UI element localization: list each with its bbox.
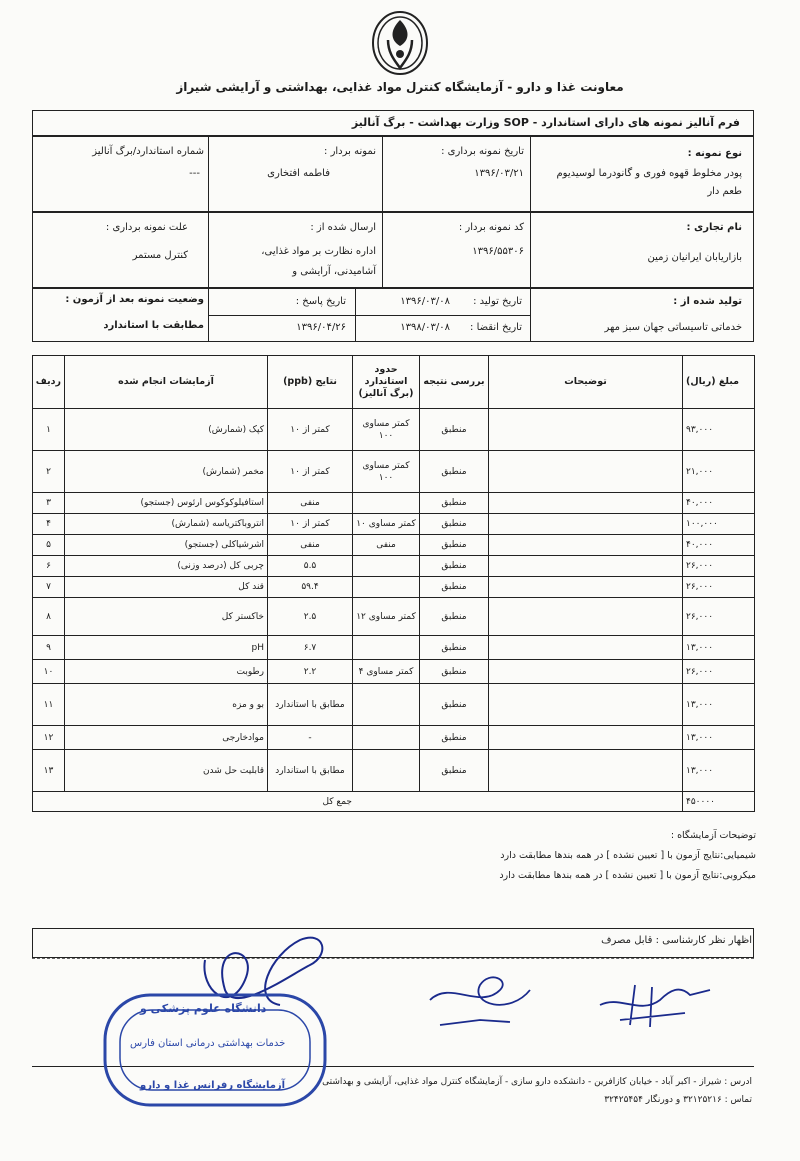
- cell-amount: ۲۶,۰۰۰: [683, 577, 755, 598]
- producer-label: تولید شده از :: [673, 296, 742, 307]
- reason-label: علت نمونه برداری :: [105, 222, 188, 233]
- cell-description: [489, 535, 683, 556]
- cell-limit: کمتر مساوی ۱۲: [353, 598, 420, 636]
- cell-limit: [353, 556, 420, 577]
- cell-review: منطبق: [420, 636, 489, 660]
- results-table: [32, 355, 755, 812]
- production-date-value: ۱۳۹۶/۰۳/۰۸: [400, 296, 450, 307]
- stamp-line-2: خدمات بهداشتی درمانی استان فارس: [130, 1038, 286, 1049]
- cell-amount: ۱۰۰,۰۰۰: [683, 514, 755, 535]
- cell-limit: کمتر مساوی ۱۰۰: [353, 451, 420, 493]
- cell-description: [489, 726, 683, 750]
- cell-amount: ۲۶,۰۰۰: [683, 598, 755, 636]
- sample-code-label: کد نمونه بردار :: [458, 222, 524, 233]
- cell-limit: [353, 577, 420, 598]
- table-row: [33, 535, 755, 556]
- header-test: آزمایشات انجام شده: [65, 356, 268, 409]
- status-value: مطابقت با استاندارد: [103, 320, 204, 331]
- header-limit-line1: حدود استاندارد: [364, 364, 408, 387]
- response-date-value: ۱۳۹۶/۰۴/۲۶: [296, 322, 346, 333]
- sent-from-value-2: آشامیدنی، آرایشی و: [292, 266, 376, 277]
- sample-type-value-2: طعم دار: [707, 186, 742, 197]
- cell-test: قند کل: [65, 577, 268, 598]
- cell-review: منطبق: [420, 750, 489, 792]
- cell-row-number: ۱۰: [33, 660, 65, 684]
- cell-row-number: ۶: [33, 556, 65, 577]
- cell-row-number: ۴: [33, 514, 65, 535]
- cell-test: خاکستر کل: [65, 598, 268, 636]
- cell-row-number: ۳: [33, 493, 65, 514]
- notes-title: توضیحات آزمایشگاه :: [670, 830, 756, 841]
- cell-test: کپک (شمارش): [65, 409, 268, 451]
- cell-test: بو و مزه: [65, 684, 268, 726]
- cell-limit: کمتر مساوی ۴: [353, 660, 420, 684]
- table-row: [33, 684, 755, 726]
- cell-review: منطبق: [420, 556, 489, 577]
- ministry-line: معاونت غذا و دارو - آزمایشگاه کنترل مواد غذایی، بهداشتی و آرایشی شیراز: [176, 80, 624, 94]
- expert-opinion: اظهار نظر کارشناسی : قابل مصرف: [601, 935, 752, 946]
- brand-value: بازاریابان ایرانیان زمین: [647, 252, 742, 263]
- production-date-label: تاریخ تولید :: [473, 296, 522, 307]
- cell-review: منطبق: [420, 660, 489, 684]
- cell-amount: ۱۳,۰۰۰: [683, 726, 755, 750]
- total-label-text: جمع کل: [322, 796, 352, 807]
- header-review: بررسی نتیجه: [420, 356, 489, 409]
- cell-row-number: ۸: [33, 598, 65, 636]
- cell-result: منفی: [268, 535, 353, 556]
- cell-test: مخمر (شمارش): [65, 451, 268, 493]
- cell-row-number: ۱۲: [33, 726, 65, 750]
- sampler-label: نمونه بردار :: [324, 146, 376, 157]
- standard-no-label: شماره استاندارد/برگ آنالیز: [92, 146, 204, 157]
- reason-value: کنترل مستمر: [132, 250, 188, 261]
- cell-limit: [353, 750, 420, 792]
- cell-amount: ۲۱,۰۰۰: [683, 451, 755, 493]
- stamp-line-1: دانشگاه علوم پزشکی و: [140, 1002, 267, 1015]
- cell-row-number: ۱۱: [33, 684, 65, 726]
- total-label: [33, 792, 683, 812]
- brand-label: نام تجاری :: [686, 222, 742, 233]
- footer-phone: تماس : ۳۲۱۲۵۲۱۶ و دورنگار ۳۲۴۲۵۴۵۴: [604, 1095, 752, 1105]
- notes-microbial: میکروبی:نتایج آزمون با [ تعیین نشده ] در همه بندها مطابقت دارد: [499, 870, 756, 881]
- cell-amount: ۱۳,۰۰۰: [683, 750, 755, 792]
- cell-test: اشرشیاکلی (جستجو): [65, 535, 268, 556]
- cell-test: انتروباکتریاسه (شمارش): [65, 514, 268, 535]
- cell-limit: [353, 493, 420, 514]
- cell-amount: ۹۳,۰۰۰: [683, 409, 755, 451]
- cell-description: [489, 556, 683, 577]
- cell-test: استافیلوکوکوس ارئوس (جستجو): [65, 493, 268, 514]
- cell-row-number: ۲: [33, 451, 65, 493]
- table-row: [33, 726, 755, 750]
- table-row: [33, 598, 755, 636]
- sent-from-value: اداره نظارت بر مواد غذایی،: [261, 246, 376, 257]
- table-row: [33, 409, 755, 451]
- sample-type-label: نوع نمونه :: [687, 148, 742, 159]
- cell-test: موادخارجی: [65, 726, 268, 750]
- cell-limit: [353, 684, 420, 726]
- cell-review: منطبق: [420, 684, 489, 726]
- signature-3: [590, 965, 720, 1035]
- cell-result: کمتر از ۱۰: [268, 409, 353, 451]
- notes-chemical: شیمیایی:نتایج آزمون با [ تعیین نشده ] در همه بندها مطابقت دارد: [500, 850, 756, 861]
- cell-test: pH: [65, 636, 268, 660]
- sample-type-value: پودر مخلوط قهوه فوری و گانودرما لوسیدیوم: [556, 168, 742, 179]
- cell-description: [489, 636, 683, 660]
- status-label: وضعیت نمونه بعد از آزمون :: [65, 294, 204, 305]
- table-row: [33, 556, 755, 577]
- cell-test: رطوبت: [65, 660, 268, 684]
- sampling-date-value: ۱۳۹۶/۰۳/۲۱: [474, 168, 524, 179]
- total-value: ۴۵۰۰۰۰: [683, 792, 755, 812]
- cell-review: منطبق: [420, 577, 489, 598]
- cell-description: [489, 598, 683, 636]
- cell-review: منطبق: [420, 451, 489, 493]
- cell-test: چربی کل (درصد وزنی): [65, 556, 268, 577]
- cell-description: [489, 750, 683, 792]
- cell-review: منطبق: [420, 726, 489, 750]
- sampler-value: فاطمه افتخاری: [267, 168, 330, 179]
- sent-from-label: ارسال شده از :: [310, 222, 376, 233]
- cell-limit: کمتر مساوی ۱۰۰: [353, 409, 420, 451]
- cell-amount: ۴۰,۰۰۰: [683, 535, 755, 556]
- cell-result: ۲.۵: [268, 598, 353, 636]
- table-row: [33, 636, 755, 660]
- cell-row-number: ۵: [33, 535, 65, 556]
- table-row: [33, 451, 755, 493]
- cell-amount: ۲۶,۰۰۰: [683, 660, 755, 684]
- cell-limit: [353, 636, 420, 660]
- cell-amount: ۲۶,۰۰۰: [683, 556, 755, 577]
- signature-2: [420, 960, 540, 1030]
- total-row: [33, 792, 755, 812]
- cell-result: ۶.۷: [268, 636, 353, 660]
- sampling-date-label: تاریخ نمونه برداری :: [441, 146, 524, 157]
- cell-limit: [353, 726, 420, 750]
- cell-description: [489, 577, 683, 598]
- cell-review: منطبق: [420, 514, 489, 535]
- table-row: [33, 514, 755, 535]
- cell-description: [489, 684, 683, 726]
- cell-row-number: ۱: [33, 409, 65, 451]
- cell-review: منطبق: [420, 598, 489, 636]
- cell-row-number: ۱۳: [33, 750, 65, 792]
- cell-description: [489, 409, 683, 451]
- cell-result: ۵.۵: [268, 556, 353, 577]
- cell-amount: ۴۰,۰۰۰: [683, 493, 755, 514]
- cell-description: [489, 451, 683, 493]
- stamp-line-3: آزمایشگاه رفرانس غذا و دارو: [140, 1080, 286, 1091]
- cell-result: کمتر از ۱۰: [268, 451, 353, 493]
- header-limit-line2: (برگ آنالیز): [358, 388, 414, 399]
- form-title: فرم آنالیز نمونه های دارای استاندارد - SOP وزارت بهداشت - برگ آنالیز: [351, 116, 740, 129]
- cell-row-number: ۷: [33, 577, 65, 598]
- sample-code-value: ۱۳۹۶/۵۵۳۰۶: [472, 246, 524, 257]
- footer-address: ادرس : شیراز - اکبر آباد - خیابان کازافرین - دانشکده دارو سازی - آزمایشگاه کنترل مواد غذایی، آرایشی و بهداشتی: [322, 1077, 752, 1087]
- cell-description: [489, 493, 683, 514]
- cell-result: مطابق با استاندارد: [268, 750, 353, 792]
- cell-result: -: [268, 726, 353, 750]
- response-date-label: تاریخ پاسخ :: [295, 296, 346, 307]
- header-limit: [353, 356, 420, 409]
- producer-value: خدماتی تاسیساتی جهان سبز مهر: [604, 322, 742, 333]
- cell-result: ۲.۲: [268, 660, 353, 684]
- cell-row-number: ۹: [33, 636, 65, 660]
- standard-no-value: ---: [189, 168, 200, 179]
- cell-result: کمتر از ۱۰: [268, 514, 353, 535]
- expiry-date-label: تاریخ انقضا :: [470, 322, 522, 333]
- table-row: [33, 660, 755, 684]
- header-row-number: ردیف: [33, 356, 65, 409]
- cell-result: مطابق با استاندارد: [268, 684, 353, 726]
- expiry-date-value: ۱۳۹۸/۰۳/۰۸: [400, 322, 450, 333]
- cell-limit: کمتر مساوی ۱۰: [353, 514, 420, 535]
- header-description: توضیحات: [489, 356, 683, 409]
- header-amount: مبلغ (ریال): [683, 356, 755, 409]
- cell-review: منطبق: [420, 493, 489, 514]
- table-row: [33, 577, 755, 598]
- cell-description: [489, 514, 683, 535]
- emblem-logo: [370, 10, 430, 76]
- cell-result: منفی: [268, 493, 353, 514]
- cell-amount: ۱۳,۰۰۰: [683, 636, 755, 660]
- cell-review: منطبق: [420, 535, 489, 556]
- table-row: [33, 750, 755, 792]
- cell-result: ۵۹.۴: [268, 577, 353, 598]
- table-row: [33, 493, 755, 514]
- table-header-row: [33, 356, 755, 409]
- cell-review: منطبق: [420, 409, 489, 451]
- cell-amount: ۱۳,۰۰۰: [683, 684, 755, 726]
- cell-limit: منفی: [353, 535, 420, 556]
- cell-description: [489, 660, 683, 684]
- cell-test: قابلیت حل شدن: [65, 750, 268, 792]
- header-result: نتایج (ppb): [268, 356, 353, 409]
